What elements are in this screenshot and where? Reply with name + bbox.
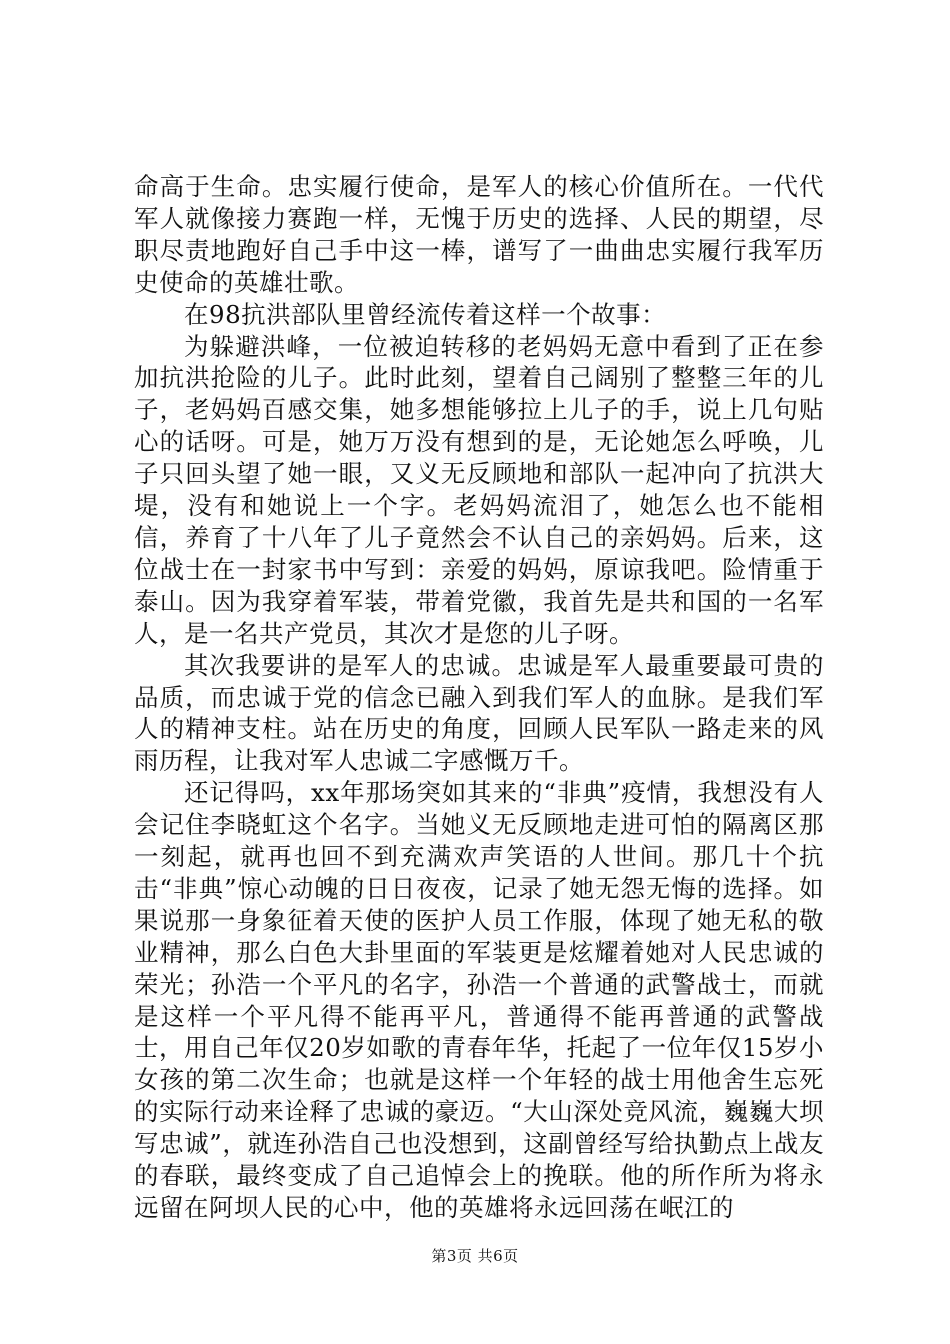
body-text xyxy=(134,171,824,1224)
paragraph: 其次我要讲的是军人的忠诚。忠诚是军人最重要最可贵的品质，而忠诚于党的信念已融入到我们军人的血脉。是我们军人的精神支柱。站在历史的角度，回顾人民军队一路走来的风雨历程，让我对军人忠诚二字感慨万千。 xyxy=(134,650,824,776)
paragraph: 命高于生命。忠实履行使命，是军人的核心价值所在。一代代军人就像接力赛跑一样，无愧于历史的选择、人民的期望，尽职尽责地跑好自己手中这一棒，谱写了一曲曲忠实履行我军历史使命的英雄壮歌。 xyxy=(134,172,824,297)
page-number: 第3页 共6页 xyxy=(431,1247,519,1265)
paragraph: 在98抗洪部队里曾经流传着这样一个故事： xyxy=(184,299,667,329)
page-footer xyxy=(0,1245,950,1266)
paragraph: 为躲避洪峰，一位被迫转移的老妈妈无意中看到了正在参加抗洪抢险的儿子。此时此刻，望着自己阔别了整整三年的儿子，老妈妈百感交集，她多想能够拉上儿子的手，说上几句贴心的话呀。可是，她万万没有想到的是，无论她怎么呼唤，儿子只回头望了她一眼，又义无反顾地和部队一起冲向了抗洪大堤，没有和她说上一个字。老妈妈流泪了，她怎么也不能相信，养育了十八年了儿子竟然会不认自己的亲妈妈。后来，这位战士在一封家书中写到：亲爱的妈妈，原谅我吧。险情重于泰山。因为我穿着军装，带着党徽，我首先是共和国的一名军人，是一名共产党员，其次才是您的儿子呀。 xyxy=(134,331,824,648)
paragraph: 还记得吗，xx年那场突如其来的“非典”疫情，我想没有人会记住李晓虹这个名字。当她义无反顾地走进可怕的隔离区那一刻起，就再也回不到充满欢声笑语的人世间。那几十个抗击“非典”惊心动魄的日日夜夜，记录了她无怨无悔的选择。如果说那一身象征着天使的医护人员工作服，体现了她无私的敬业精神，那么白色大卦里面的军装更是炫耀着她对人民忠诚的荣光；孙浩一个平凡的名字，孙浩一个普通的武警战士，而就是这样一个平凡得不能再平凡，普通得不能再普通的武警战士，用自己年仅20岁如歌的青春年华，托起了一位年仅15岁小女孩的第二次生命；也就是这样一个年轻的战士用他舍生忘死的实际行动来诠释了忠诚的豪迈。“大山深处竞风流，巍巍大坝写忠诚”，就连孙浩自己也没想到，这副曾经写给执勤点上战友的春联，最终变成了自己追悼会上的挽联。他的所作所为将永远留在阿坝人民的心中，他的英雄将永远回荡在岷江的 xyxy=(134,778,824,1222)
